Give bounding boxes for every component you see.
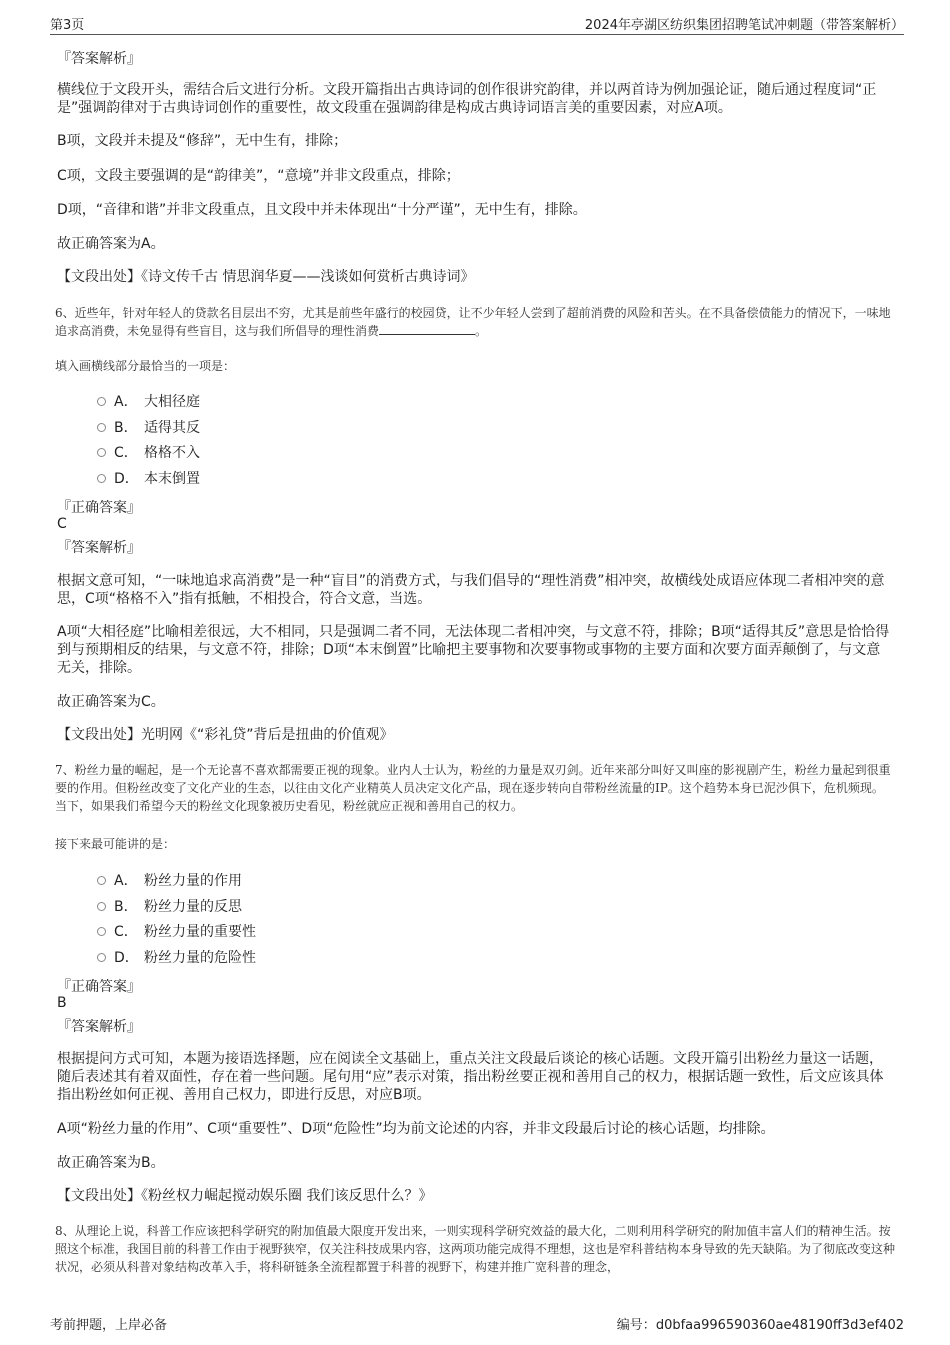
analysis-label: 『答案解析』 (57, 51, 141, 67)
conclusion: 故正确答案为B。 (57, 1155, 165, 1171)
analysis-paragraph: 根据提问方式可知，本题为接语选择题，应在阅读全文基础上，重点关注文段最后谈论的核心话题。文段开篇引出粉丝力量这一话题，随后表述其有着双面性，存在着一些问题。尾句用“应”表示对策，指出粉丝要正视和善用自己的权力，根据话题一致性，后文应该具体指出粉丝如何正视、善用自己权力，即进行反思，对应B项。 (57, 1051, 884, 1103)
analysis-paragraph: 根据文意可知，“一味地追求高消费”是一种“盲目”的消费方式，与我们倡导的“理性消费”相冲突，故横线处成语应体现二者相冲突的意思，C项“格格不入”指有抵触，不相投合，符合文意，当选。 (57, 573, 885, 607)
radio-icon[interactable] (97, 474, 106, 483)
question-prompt: 填入画横线部分最恰当的一项是： (55, 359, 236, 373)
option-a[interactable]: A． 粉丝力量的作用 (97, 871, 242, 891)
question-stem (55, 304, 895, 340)
analysis-paragraph: C项，文段主要强调的是“韵律美”，“意境”并非文段重点，排除； (57, 168, 460, 184)
question-stem: 8、从理论上说，科普工作应该把科学研究的附加值最大限度开发出来，一则实现科学研究效益的最大化，二则利用科学研究的附加值丰富人们的精神生活。按照这个标准，我国目前的科普工作由于视野狭窄，仅关注科技成果内容，这两项功能完成得不理想，这也是窄科普结构本身导致的先天缺陷。为了彻底改变这种状况，必须从科普对象结构改革入手，将科研链条全流程都置于科普的视野下，构建并推广宽科普的理念， (55, 1224, 896, 1274)
question-stem-end: 。 (475, 324, 488, 338)
option-a[interactable]: A． 大相径庭 (97, 392, 200, 412)
radio-icon[interactable] (97, 423, 106, 432)
correct-answer-label: 『正确答案』 (57, 979, 141, 995)
fill-blank-line (379, 322, 475, 335)
document-code-label: 编号： (616, 1318, 656, 1333)
radio-icon[interactable] (97, 397, 106, 406)
option-b[interactable]: B． 粉丝力量的反思 (97, 897, 242, 917)
correct-answer-value: C (57, 516, 67, 532)
radio-icon[interactable] (97, 927, 106, 936)
question-stem: 7、粉丝力量的崛起，是一个无论喜不喜欢都需要正视的现象。业内人士认为，粉丝的力量是双刃剑。近年来部分叫好又叫座的影视剧产生，粉丝力量起到很重要的作用。但粉丝改变了文化产业的生态，以往由文化产业精英人员决定文化产品，现在逐步转向自带粉丝流量的IP。这个趋势本身已泥沙俱下，危机频现。当下，如果我们希望今天的粉丝文化现象被历史看见，粉丝就应正视和善用自己的权力。 (55, 763, 891, 813)
radio-icon[interactable] (97, 876, 106, 885)
conclusion: 故正确答案为A。 (57, 236, 165, 252)
analysis-paragraph: B项，文段并未提及“修辞”，无中生有，排除； (57, 133, 348, 149)
analysis-paragraph: 横线位于文段开头，需结合后文进行分析。文段开篇指出古典诗词的创作很讲究韵律，并以两首诗为例加强论证，随后通过程度词“正是”强调韵律对于古典诗词创作的重要性，故文段重在强调韵律是构成古典诗词语言美的重要因素，对应A项。 (57, 82, 877, 116)
document-code (617, 1314, 904, 1333)
radio-icon[interactable] (97, 448, 106, 457)
page-number: 第3页 (50, 18, 85, 33)
analysis-paragraph: D项，“音律和谐”并非文段重点，且文段中并未体现出“十分严谨”，无中生有，排除。 (57, 202, 587, 218)
footer-slogan: 考前押题，上岸必备 (50, 1318, 168, 1333)
document-code-value: d0bfaa996590360ae48190ff3d3ef402 (655, 1318, 904, 1333)
analysis-label: 『答案解析』 (57, 1019, 141, 1035)
question-stem-text: 6、近些年，针对年轻人的贷款名目层出不穷，尤其是前些年盛行的校园贷，让不少年轻人尝到了超前消费的风险和苦头。在不具备偿债能力的情况下，一味地追求高消费，未免显得有些盲目，这与我们所倡导的理性消费 (55, 306, 891, 338)
analysis-paragraph: A项“大相径庭”比喻相差很远，大不相同，只是强调二者不同，无法体现二者相冲突，与文意不符，排除；B项“适得其反”意思是恰恰得到与预期相反的结果，与文意不符，排除；D项“本末倒置”比喻把主要事物和次要事物或事物的主要方面和次要方面弄颠倒了，与文意无关，排除。 (57, 624, 890, 676)
radio-icon[interactable] (97, 902, 106, 911)
radio-icon[interactable] (97, 953, 106, 962)
option-c[interactable]: C． 粉丝力量的重要性 (97, 922, 256, 942)
conclusion: 故正确答案为C。 (57, 694, 165, 710)
question-prompt: 接下来最可能讲的是： (55, 837, 176, 851)
option-b[interactable]: B． 适得其反 (97, 418, 200, 438)
source-citation: 【文段出处】《粉丝权力崛起搅动娱乐圈 我们该反思什么？》 (57, 1188, 433, 1204)
source-citation: 【文段出处】光明网《“彩礼贷”背后是扭曲的价值观》 (57, 727, 394, 743)
option-d[interactable]: D． 粉丝力量的危险性 (97, 948, 256, 968)
correct-answer-value: B (57, 995, 67, 1011)
source-citation: 【文段出处】《诗文传千古 情思润华夏——浅谈如何赏析古典诗词》 (57, 269, 475, 285)
page-header (50, 14, 904, 35)
option-d[interactable]: D． 本末倒置 (97, 469, 200, 489)
correct-answer-label: 『正确答案』 (57, 500, 141, 516)
analysis-paragraph: A项“粉丝力量的作用”、C项“重要性”、D项“危险性”均为前文论述的内容，并非文段最后讨论的核心话题，均排除。 (57, 1121, 775, 1137)
option-c[interactable]: C． 格格不入 (97, 443, 200, 463)
analysis-label: 『答案解析』 (57, 540, 141, 556)
document-title: 2024年亭湖区纺织集团招聘笔试冲刺题（带答案解析） (584, 18, 904, 33)
